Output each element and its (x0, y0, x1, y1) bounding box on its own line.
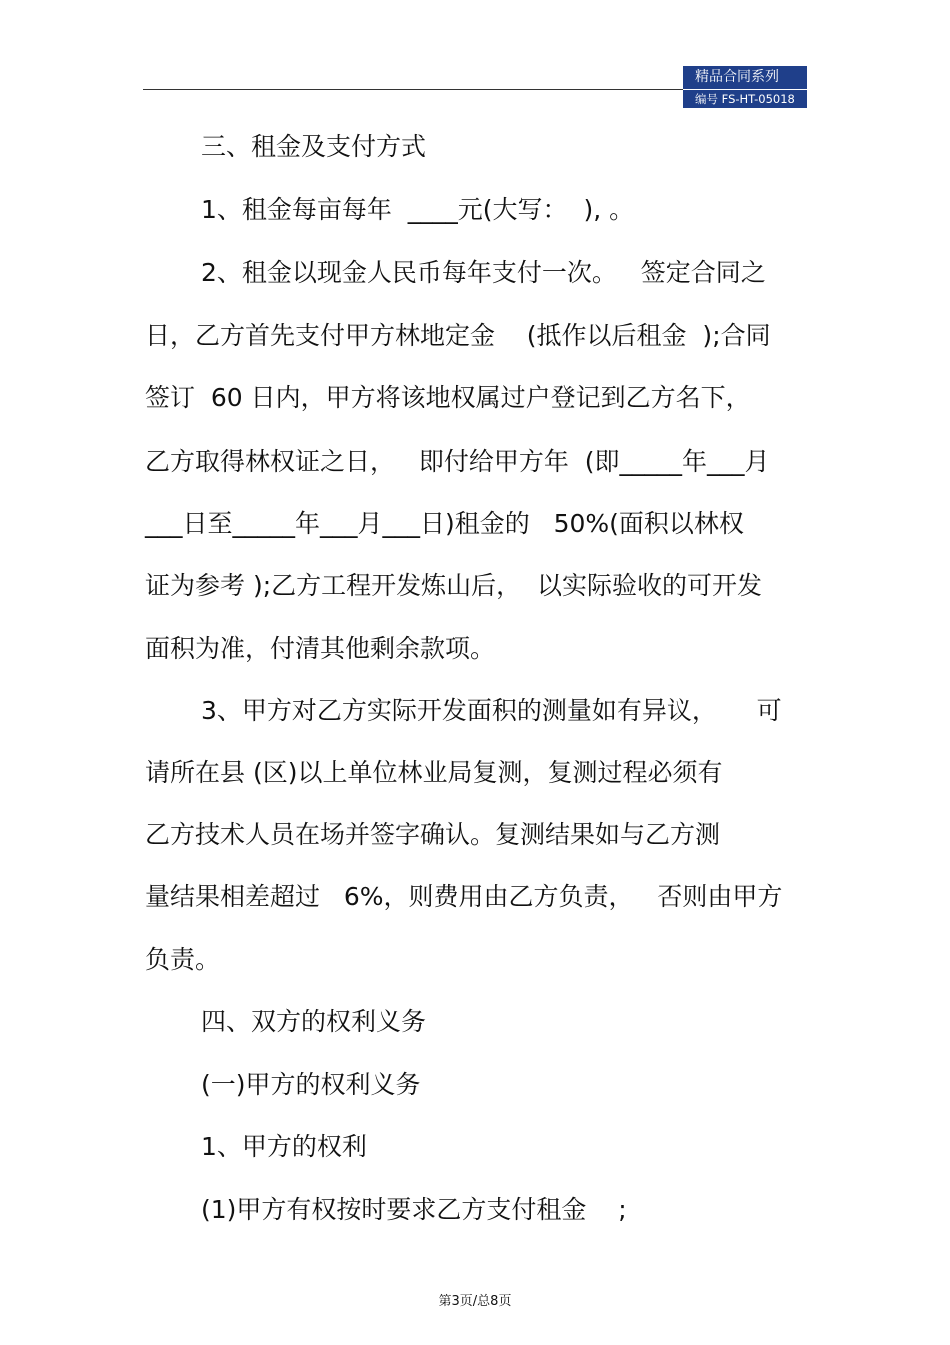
paragraph-line: 证为参考 );乙方工程开发炼山后， 以实际验收的可开发 (145, 571, 763, 600)
paragraph-line: 负责。 (145, 945, 221, 974)
document-code-badge: 编号 FS-HT-05018 (683, 90, 807, 108)
paragraph-line: 乙方技术人员在场并签字确认。复测结果如与乙方测 (145, 820, 721, 849)
paragraph-line: 1、租金每亩每年 ____元(大写： ), 。 (201, 195, 635, 224)
paragraph-line: 日，乙方首先支付甲方林地定金 (抵作以后租金 );合同 (145, 321, 771, 350)
paragraph-line: 请所在县 (区)以上单位林业局复测，复测过程必须有 (145, 758, 723, 787)
paragraph-line: ___日至_____年___月___日)租金的 50%(面积以林权 (145, 509, 744, 538)
series-badge: 精品合同系列 (683, 66, 807, 89)
paragraph-line: 面积为准，付清其他剩余款项。 (145, 634, 496, 663)
subsection-heading: (一)甲方的权利义务 (201, 1070, 421, 1099)
paragraph-line: 3、甲方对乙方实际开发面积的测量如有异议， 可 (201, 696, 782, 725)
section-heading-rights: 四、双方的权利义务 (201, 1007, 427, 1036)
paragraph-line: 签订 60 日内，甲方将该地权属过户登记到乙方名下， (145, 383, 751, 412)
paragraph-line: 乙方取得林权证之日， 即付给甲方年 (即_____年___月 (145, 447, 770, 476)
header-rule (143, 89, 683, 90)
paragraph-line: (1)甲方有权按时要求乙方支付租金 ; (201, 1195, 627, 1224)
paragraph-line: 量结果相差超过 6%，则费用由乙方负责， 否则由甲方 (145, 882, 783, 911)
section-heading-rent: 三、租金及支付方式 (201, 132, 427, 161)
paragraph-line: 2、租金以现金人民币每年支付一次。 签定合同之 (201, 258, 766, 287)
item-heading: 1、甲方的权利 (201, 1132, 367, 1161)
page-indicator: 第3页/总8页 (438, 1294, 512, 1309)
